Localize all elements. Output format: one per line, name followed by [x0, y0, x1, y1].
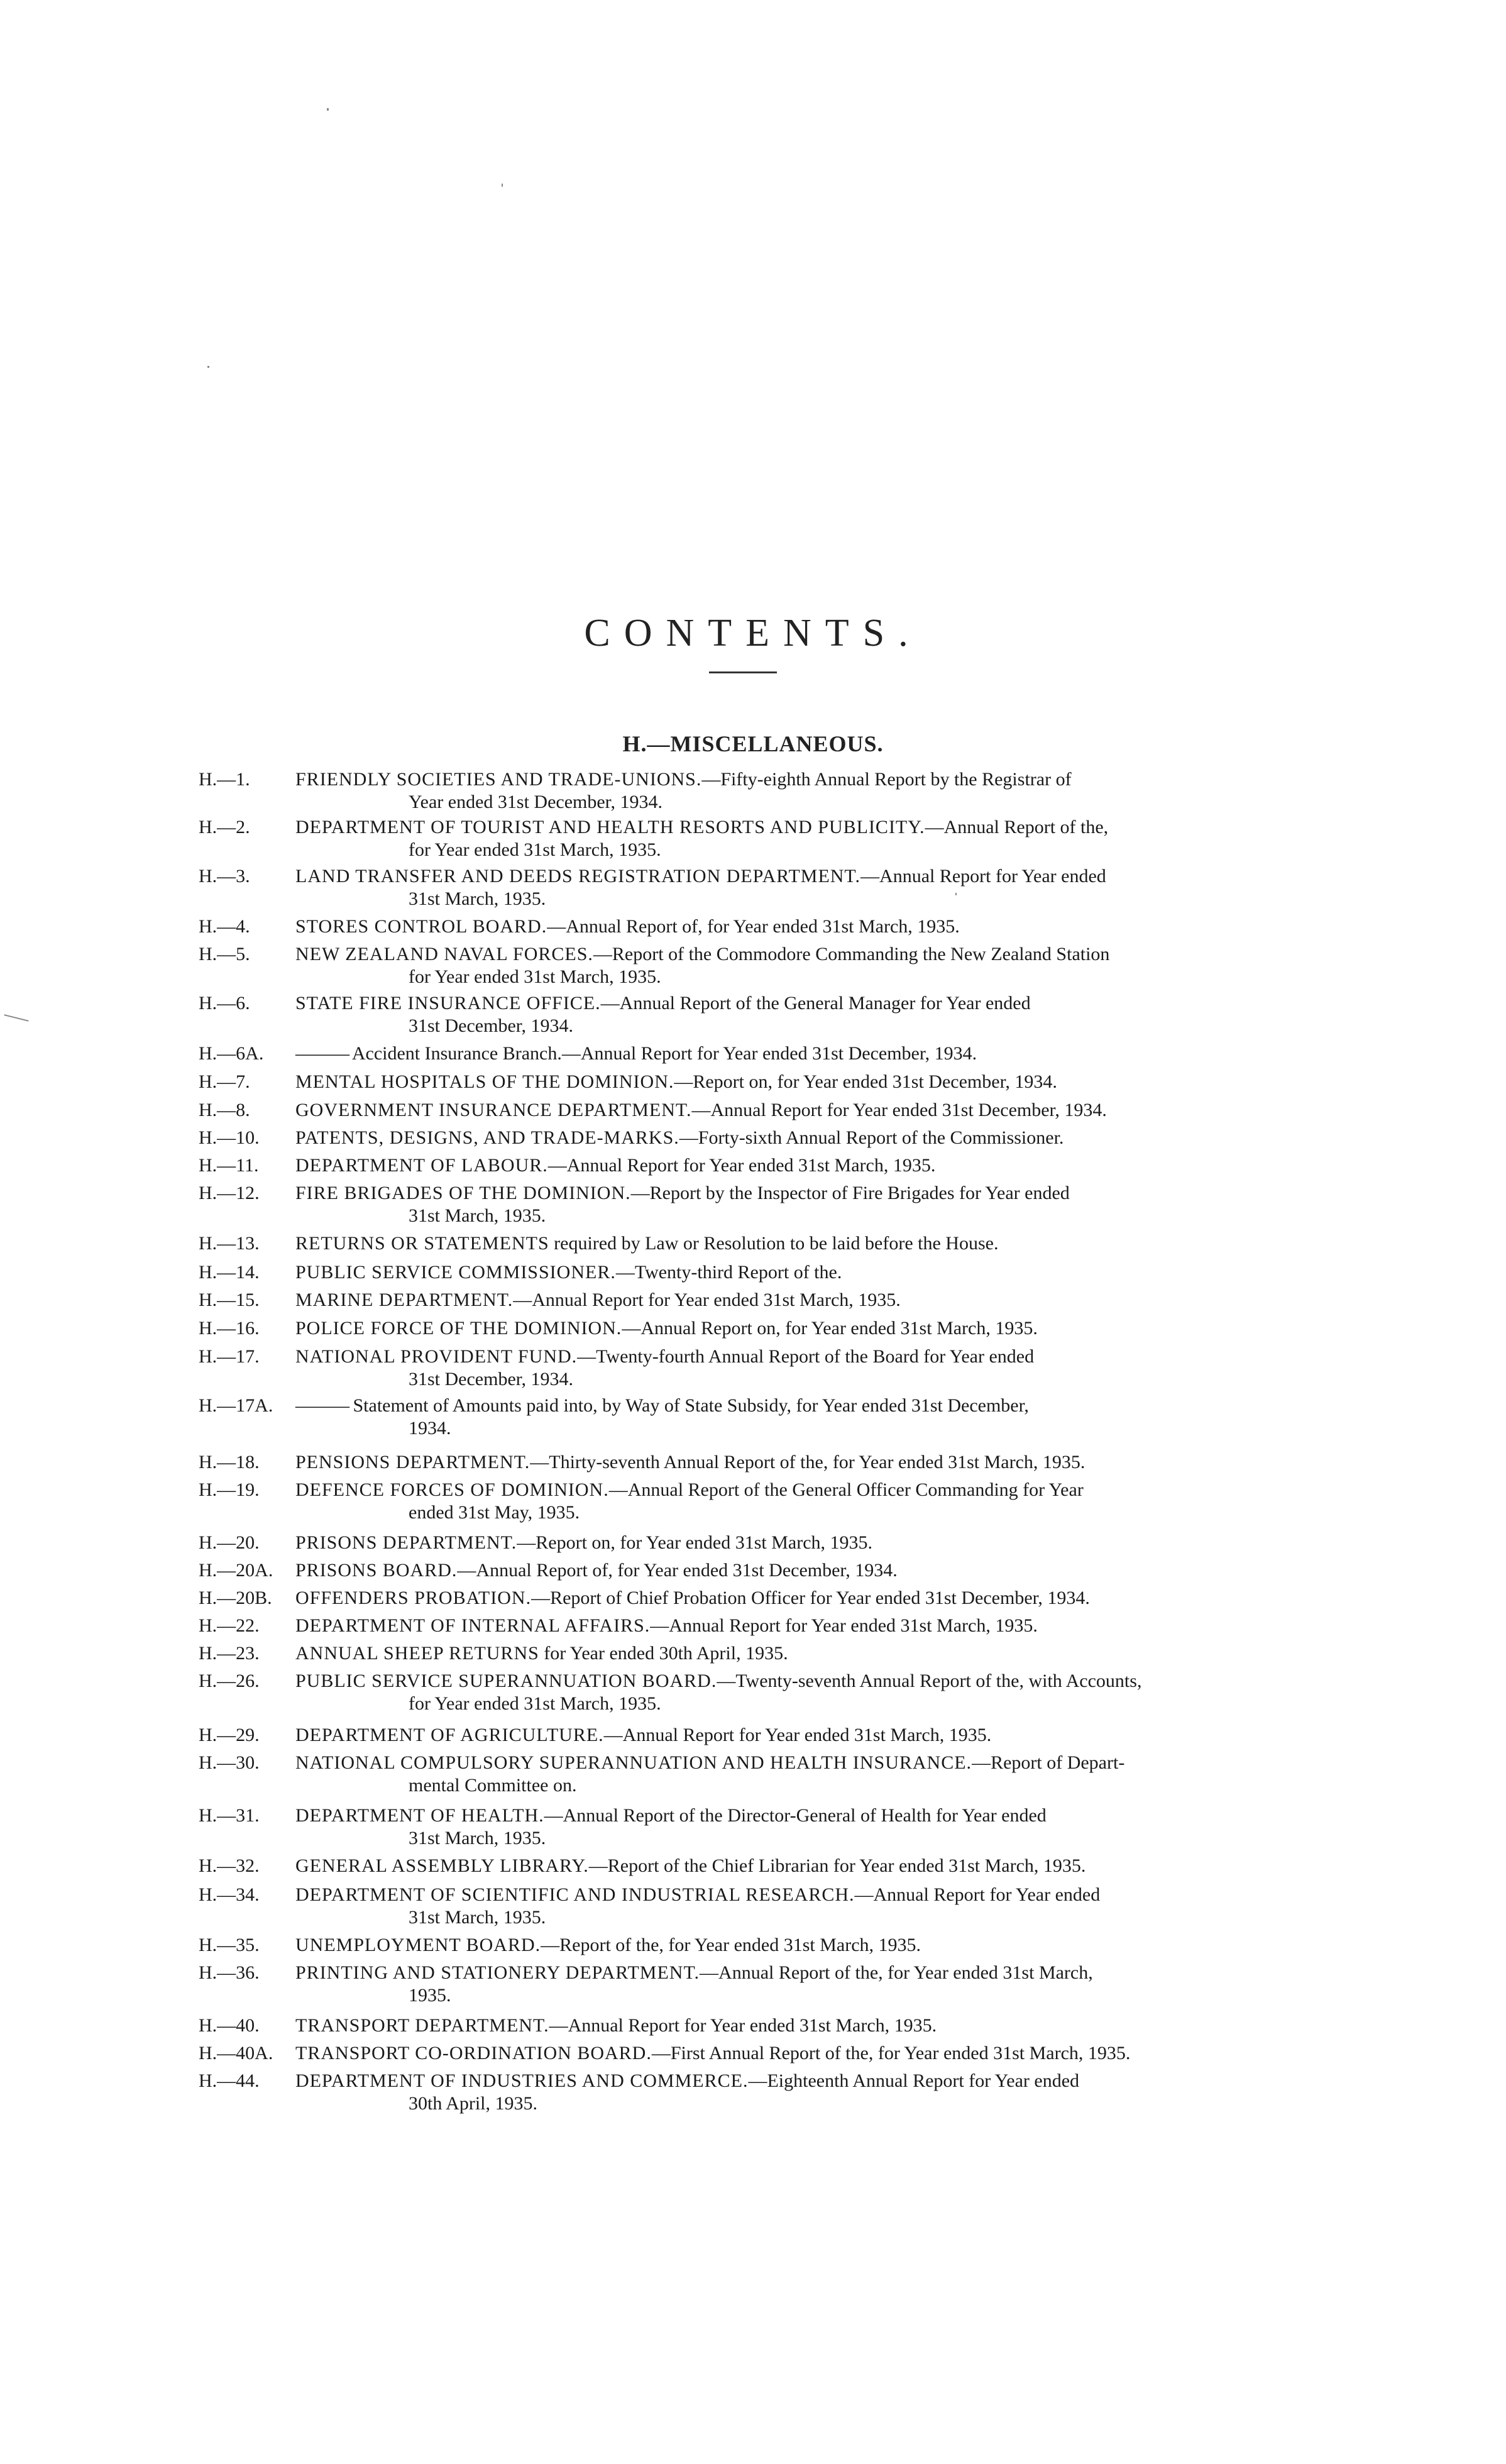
entry-code: H.—6A.: [199, 1043, 264, 1064]
entry-continuation: mental Committee on.: [409, 1775, 577, 1796]
entry-text: [295, 943, 1282, 988]
entry-heading: NEW ZEALAND NAVAL FORCES.: [295, 944, 593, 964]
entry-description: —Annual Report for Year ended 31st March, 1935.: [603, 1725, 992, 1745]
page-title: CONTENTS.: [584, 611, 922, 655]
entry-code: H.—10.: [199, 1127, 260, 1148]
entry-code: H.—26.: [199, 1671, 260, 1691]
entry-code: H.—18.: [199, 1452, 260, 1472]
entry-text: [295, 1587, 1282, 1610]
entry-heading: MENTAL HOSPITALS OF THE DOMINION.: [295, 1071, 674, 1092]
entry-heading: TRANSPORT DEPARTMENT.: [295, 2015, 549, 2036]
entry-heading: ———: [295, 1395, 348, 1416]
entry-heading: DEPARTMENT OF SCIENTIFIC AND INDUSTRIAL RESEARCH.: [295, 1884, 855, 1905]
entry-heading: MARINE DEPARTMENT.: [295, 1290, 514, 1310]
entry-code: H.—20.: [199, 1532, 260, 1553]
entry-text: [295, 1855, 1282, 1877]
scan-speck: [4, 1014, 28, 1022]
entry-description: —Annual Report for Year ended 31st March, 1935.: [513, 1290, 901, 1310]
entry-text: [295, 865, 1282, 910]
entry-heading: NATIONAL PROVIDENT FUND.: [295, 1346, 578, 1367]
entry-continuation: 31st March, 1935.: [409, 1907, 546, 1928]
entry-text: [295, 1559, 1282, 1582]
entry-text: [295, 992, 1282, 1037]
entry-continuation: 30th April, 1935.: [409, 2093, 538, 2114]
entry-code: H.—34.: [199, 1884, 260, 1905]
entry-code: H.—23.: [199, 1643, 260, 1664]
title-divider: [709, 671, 777, 673]
entry-text: [295, 1345, 1282, 1391]
entry-heading: ———: [295, 1043, 348, 1064]
entry-code: H.—12.: [199, 1183, 260, 1203]
entry-description: for Year ended 30th April, 1935.: [539, 1643, 788, 1664]
entry-heading: NATIONAL COMPULSORY SUPERANNUATION AND HEALTH INSURANCE.: [295, 1752, 972, 1773]
entry-text: [295, 1642, 1282, 1665]
entry-continuation: 1934.: [409, 1418, 451, 1439]
entry-description: —Annual Report for Year ended 31st March, 1935.: [547, 1155, 936, 1176]
entry-heading: DEPARTMENT OF HEALTH.: [295, 1805, 544, 1826]
entry-description: —Annual Report for Year ended: [860, 866, 1106, 887]
entry-text: [295, 1317, 1282, 1340]
entry-code: H.—32.: [199, 1855, 260, 1876]
entry-continuation: 31st March, 1935.: [409, 1205, 546, 1226]
entry-heading: FRIENDLY SOCIETIES AND TRADE-UNIONS.: [295, 769, 702, 790]
entry-description: —Annual Report of the General Manager for Year ended: [600, 993, 1031, 1014]
entry-text: [295, 1479, 1282, 1524]
entry-description: —Forty-sixth Annual Report of the Commissioner.: [679, 1127, 1064, 1148]
entry-heading: TRANSPORT CO-ORDINATION BOARD.: [295, 2043, 652, 2063]
entry-text: [295, 816, 1282, 861]
entry-text: [295, 1615, 1282, 1637]
entry-description: —Report of Depart-: [972, 1752, 1125, 1773]
entry-heading: GOVERNMENT INSURANCE DEPARTMENT.: [295, 1100, 692, 1120]
entry-code: H.—3.: [199, 866, 250, 887]
entry-text: [295, 1042, 1282, 1065]
entry-code: H.—40.: [199, 2015, 260, 2036]
entry-description: —Annual Report of the Director-General of Health for Year ended: [544, 1805, 1047, 1826]
entry-code: H.—40A.: [199, 2043, 273, 2063]
entry-code: H.—31.: [199, 1805, 260, 1826]
entry-continuation: for Year ended 31st March, 1935.: [409, 839, 661, 860]
entry-description: —Thirty-seventh Annual Report of the, for Year ended 31st March, 1935.: [530, 1452, 1086, 1472]
entry-description: Accident Insurance Branch.—Annual Report for Year ended 31st December, 1934.: [348, 1043, 977, 1064]
entry-heading: STORES CONTROL BOARD.: [295, 916, 547, 937]
entry-text: [295, 1934, 1282, 1957]
entry-code: H.—30.: [199, 1752, 260, 1773]
entry-description: —Annual Report on, for Year ended 31st March, 1935.: [622, 1318, 1038, 1339]
entry-text: [295, 1099, 1282, 1122]
entry-code: H.—35.: [199, 1935, 260, 1955]
entry-continuation: Year ended 31st December, 1934.: [409, 792, 662, 812]
entry-continuation: 31st December, 1934.: [409, 1015, 574, 1036]
entry-heading: STATE FIRE INSURANCE OFFICE.: [295, 993, 601, 1014]
entry-description: —Twenty-seventh Annual Report of the, with Accounts,: [717, 1671, 1142, 1691]
entry-heading: DEPARTMENT OF LABOUR.: [295, 1155, 548, 1176]
entry-text: [295, 768, 1282, 814]
entry-description: —Report of the Commodore Commanding the New Zealand Station: [593, 944, 1110, 964]
entry-heading: PENSIONS DEPARTMENT.: [295, 1452, 530, 1472]
entry-description: —Annual Report for Year ended 31st December, 1934.: [691, 1100, 1107, 1120]
entry-heading: UNEMPLOYMENT BOARD.: [295, 1935, 541, 1955]
entry-heading: GENERAL ASSEMBLY LIBRARY.: [295, 1855, 589, 1876]
entry-heading: OFFENDERS PROBATION.: [295, 1588, 532, 1608]
entry-heading: FIRE BRIGADES OF THE DOMINION.: [295, 1183, 631, 1203]
entry-heading: DEPARTMENT OF TOURIST AND HEALTH RESORTS AND PUBLICITY.: [295, 817, 925, 837]
entry-description: —Annual Report for Year ended 31st March, 1935.: [650, 1615, 1038, 1636]
entry-code: H.—15.: [199, 1290, 260, 1310]
entry-description: —Report on, for Year ended 31st December, 1934.: [674, 1071, 1057, 1092]
entry-heading: POLICE FORCE OF THE DOMINION.: [295, 1318, 622, 1339]
entry-description: —Annual Report of, for Year ended 31st December, 1934.: [457, 1560, 898, 1581]
scan-speck: [502, 184, 503, 187]
entry-text: [295, 1071, 1282, 1093]
entry-description: —Annual Report for Year ended 31st March, 1935.: [549, 2015, 937, 2036]
entry-text: [295, 1232, 1282, 1255]
entry-heading: LAND TRANSFER AND DEEDS REGISTRATION DEPARTMENT.: [295, 866, 861, 887]
entry-description: —Fifty-eighth Annual Report by the Registrar of: [701, 769, 1072, 790]
entry-text: [295, 1532, 1282, 1554]
entry-heading: DEPARTMENT OF INDUSTRIES AND COMMERCE.: [295, 2070, 749, 2091]
entry-code: H.—17.: [199, 1346, 260, 1367]
entry-text: [295, 1451, 1282, 1474]
entry-heading: ANNUAL SHEEP RETURNS: [295, 1643, 539, 1664]
entry-code: H.—22.: [199, 1615, 260, 1636]
entry-description: required by Law or Resolution to be laid before the House.: [549, 1233, 999, 1254]
entry-code: H.—4.: [199, 916, 250, 937]
entry-description: —Twenty-third Report of the.: [615, 1262, 842, 1283]
entry-heading: PRINTING AND STATIONERY DEPARTMENT.: [295, 1962, 700, 1983]
entry-heading: PATENTS, DESIGNS, AND TRADE-MARKS.: [295, 1127, 679, 1148]
entry-text: [295, 1127, 1282, 1149]
entry-code: H.—13.: [199, 1233, 260, 1254]
entry-description: —Twenty-fourth Annual Report of the Board for Year ended: [577, 1346, 1035, 1367]
entry-continuation: 31st March, 1935.: [409, 888, 546, 909]
entry-code: H.—14.: [199, 1262, 260, 1283]
entry-code: H.—6.: [199, 993, 250, 1014]
entry-code: H.—7.: [199, 1071, 250, 1092]
entry-code: H.—8.: [199, 1100, 250, 1120]
entry-text: [295, 1670, 1282, 1715]
entry-description: —Report on, for Year ended 31st March, 1935.: [517, 1532, 873, 1553]
entry-code: H.—44.: [199, 2070, 260, 2091]
entry-heading: PRISONS DEPARTMENT.: [295, 1532, 517, 1553]
entry-description: —Report of the, for Year ended 31st March, 1935.: [541, 1935, 921, 1955]
entry-text: [295, 1154, 1282, 1177]
entry-text: [295, 1724, 1282, 1747]
entry-heading: DEPARTMENT OF INTERNAL AFFAIRS.: [295, 1615, 651, 1636]
entry-description: —Annual Report of the General Officer Commanding for Year: [608, 1479, 1084, 1500]
scan-speck: [207, 366, 209, 368]
entry-text: [295, 1804, 1282, 1850]
entry-text: [295, 1884, 1282, 1929]
section-heading: H.—MISCELLANEOUS.: [622, 731, 884, 756]
entry-code: H.—17A.: [199, 1395, 273, 1416]
entry-description: —First Annual Report of the, for Year ended 31st March, 1935.: [651, 2043, 1131, 2063]
entry-text: [295, 2042, 1282, 2065]
entry-heading: PRISONS BOARD.: [295, 1560, 458, 1581]
entry-code: H.—2.: [199, 817, 250, 837]
entry-code: H.—36.: [199, 1962, 260, 1983]
entry-description: —Annual Report of the,: [925, 817, 1109, 837]
entry-text: [295, 915, 1282, 938]
entry-heading: PUBLIC SERVICE COMMISSIONER.: [295, 1262, 616, 1283]
entry-continuation: for Year ended 31st March, 1935.: [409, 966, 661, 987]
entry-code: H.—20B.: [199, 1588, 272, 1608]
entry-text: [295, 2070, 1282, 2115]
entry-text: [295, 2014, 1282, 2037]
entry-code: H.—19.: [199, 1479, 260, 1500]
entry-description: —Report by the Inspector of Fire Brigades for Year ended: [630, 1183, 1070, 1203]
entry-continuation: 31st March, 1935.: [409, 1828, 546, 1848]
entry-continuation: 1935.: [409, 1985, 451, 2006]
entry-description: —Annual Report of, for Year ended 31st March, 1935.: [547, 916, 960, 937]
entry-heading: DEPARTMENT OF AGRICULTURE.: [295, 1725, 604, 1745]
entry-code: H.—5.: [199, 944, 250, 964]
entry-heading: DEFENCE FORCES OF DOMINION.: [295, 1479, 609, 1500]
entry-description: —Eighteenth Annual Report for Year ended: [748, 2070, 1080, 2091]
entry-code: H.—16.: [199, 1318, 260, 1339]
entry-text: [295, 1395, 1282, 1440]
entry-code: H.—11.: [199, 1155, 259, 1176]
entry-description: —Annual Report for Year ended: [854, 1884, 1101, 1905]
entry-text: [295, 1962, 1282, 2007]
entry-text: [295, 1752, 1282, 1797]
entry-code: H.—29.: [199, 1725, 260, 1745]
entry-code: H.—20A.: [199, 1560, 273, 1581]
entry-continuation: for Year ended 31st March, 1935.: [409, 1693, 661, 1714]
scan-speck: [327, 108, 329, 111]
entry-heading: RETURNS OR STATEMENTS: [295, 1233, 549, 1254]
entry-text: [295, 1289, 1282, 1312]
entry-heading: PUBLIC SERVICE SUPERANNUATION BOARD.: [295, 1671, 717, 1691]
entry-text: [295, 1261, 1282, 1284]
entry-continuation: 31st December, 1934.: [409, 1369, 574, 1389]
entry-text: [295, 1182, 1282, 1227]
entry-description: Statement of Amounts paid into, by Way of State Subsidy, for Year ended 31st December,: [348, 1395, 1029, 1416]
entry-description: —Annual Report of the, for Year ended 31st March,: [700, 1962, 1093, 1983]
entry-continuation: ended 31st May, 1935.: [409, 1502, 580, 1523]
entry-description: —Report of Chief Probation Officer for Year ended 31st December, 1934.: [531, 1588, 1090, 1608]
entry-description: —Report of the Chief Librarian for Year ended 31st March, 1935.: [588, 1855, 1086, 1876]
entry-code: H.—1.: [199, 769, 250, 790]
